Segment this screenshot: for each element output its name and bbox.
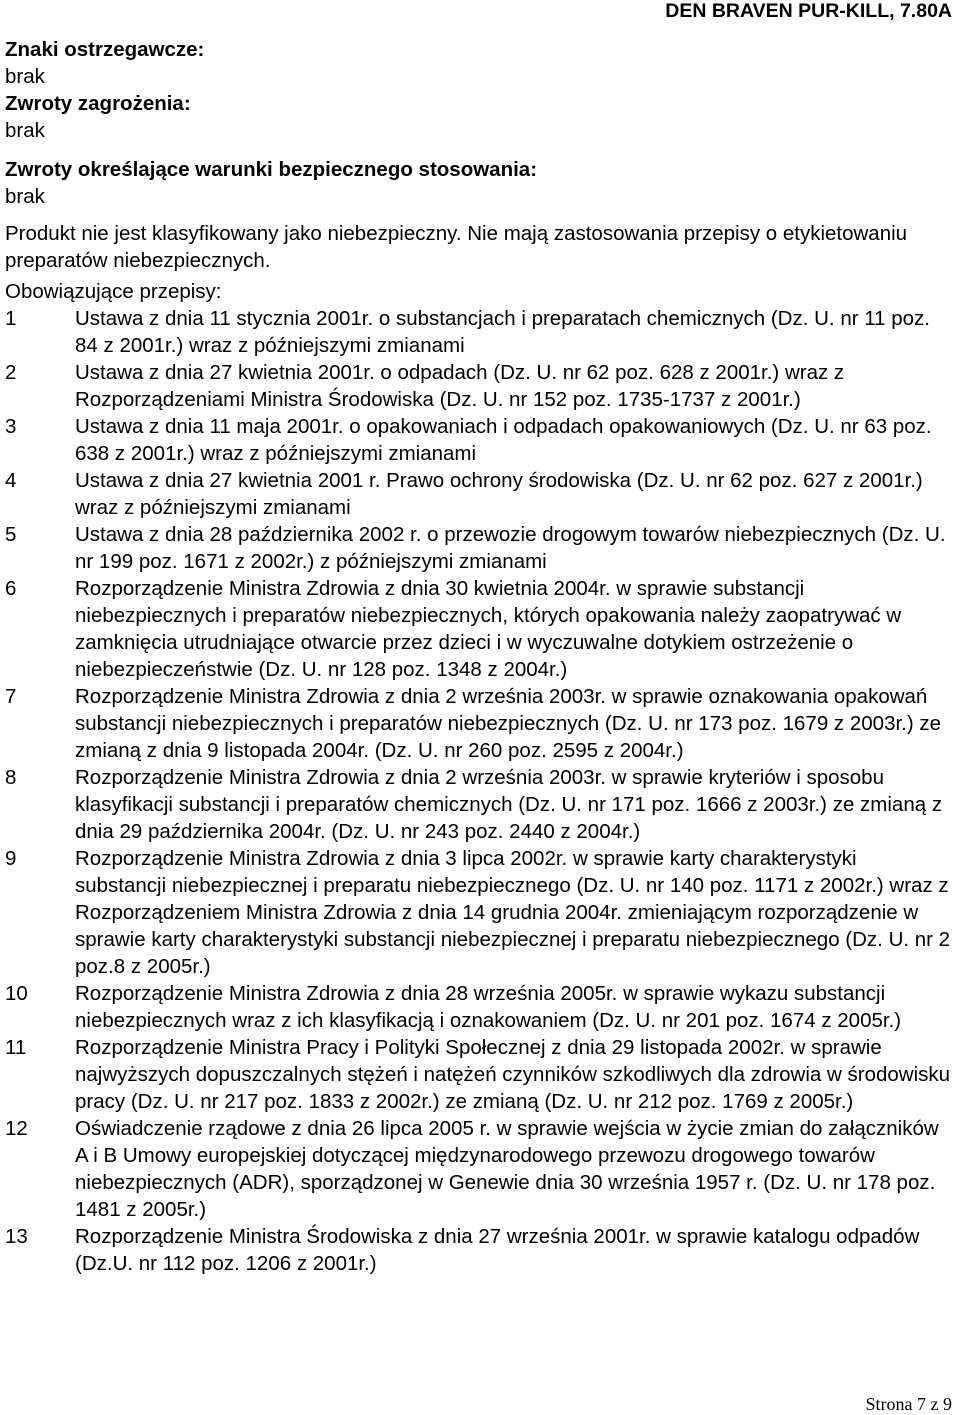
regulation-text: Ustawa z dnia 28 października 2002 r. o przewozie drogowym towarów niebezpiecznych (Dz. U. nr 199 poz. 1671 z 2002r.) z późniejszymi zmianami (75, 523, 946, 573)
regulation-number: 7 (5, 685, 17, 708)
regulation-item (5, 521, 955, 575)
regulation-text: Rozporządzenie Ministra Pracy i Polityki Społecznej z dnia 29 listopada 2002r. w sprawie najwyższych dopuszczalnych stężeń i natężeń czynników szkodliwych dla zdrowia w środowisku pracy (Dz. U. nr 217 poz. 1833 z 2002r.) ze zmianą (Dz. U. nr 212 poz. 1769 z 2005r.) (75, 1036, 951, 1113)
regulation-text: Rozporządzenie Ministra Zdrowia z dnia 30 kwietnia 2004r. w sprawie substancji niebezpiecznych i preparatów niebezpiecznych, których opakowania należy zaopatrywać w zamknięcia utrudniające otwarcie przez dzieci i w wyczuwalne dotykiem ostrzeżenie o niebezpieczeństwie (Dz. U. nr 128 poz. 1348 z 2004r.) (75, 577, 902, 681)
hazard-phrases-value: brak (5, 119, 45, 142)
regulation-text: Ustawa z dnia 11 maja 2001r. o opakowaniach i odpadach opakowaniowych (Dz. U. nr 63 poz. 638 z 2001r.) wraz z późniejszymi zmianami (75, 415, 932, 465)
warning-signs-value: brak (5, 65, 45, 88)
safety-phrases-value: brak (5, 185, 45, 208)
regulation-number: 11 (5, 1036, 27, 1059)
regulation-item (5, 1223, 955, 1277)
regulation-item (5, 1115, 955, 1223)
regulation-number: 6 (5, 577, 17, 600)
regulation-text: Ustawa z dnia 11 stycznia 2001r. o substancjach i preparatach chemicznych (Dz. U. nr 11 poz. 84 z 2001r.) wraz z późniejszymi zmianami (75, 307, 930, 357)
regulation-item (5, 683, 955, 764)
document-header-title: DEN BRAVEN PUR-KILL, 7.80A (665, 0, 952, 22)
regulation-text: Rozporządzenie Ministra Środowiska z dnia 27 września 2001r. w sprawie katalogu odpadów (Dz.U. nr 112 poz. 1206 z 2001r.) (75, 1225, 920, 1275)
regulation-text: Ustawa z dnia 27 kwietnia 2001 r. Prawo ochrony środowiska (Dz. U. nr 62 poz. 627 z 2001r.) wraz z późniejszymi zmianami (75, 469, 923, 519)
regulation-item (5, 980, 955, 1034)
warning-signs-label: Znaki ostrzegawcze: (5, 38, 205, 61)
regulation-item (5, 413, 955, 467)
regulations-heading: Obowiązujące przepisy: (5, 280, 222, 303)
regulation-item (5, 359, 955, 413)
regulation-number: 9 (5, 847, 17, 870)
regulation-number: 12 (5, 1117, 28, 1140)
regulation-item (5, 305, 955, 359)
regulation-text: Rozporządzenie Ministra Zdrowia z dnia 2 września 2003r. w sprawie kryteriów i sposobu klasyfikacji substancji i preparatów chemicznych (Dz. U. nr 171 poz. 1666 z 2003r.) ze zmianą z dnia 29 października 2004r. (Dz. U. nr 243 poz. 2440 z 2004r.) (75, 766, 943, 843)
regulation-item (5, 1034, 955, 1115)
regulation-number: 4 (5, 469, 17, 492)
regulation-item (5, 467, 955, 521)
regulation-number: 10 (5, 982, 28, 1005)
regulation-text: Rozporządzenie Ministra Zdrowia z dnia 28 września 2005r. w sprawie wykazu substancji niebezpiecznych wraz z ich klasyfikacją i oznakowaniem (Dz. U. nr 201 poz. 1674 z 2005r.) (75, 982, 902, 1032)
regulation-number: 2 (5, 361, 17, 384)
regulation-number: 5 (5, 523, 17, 546)
document-body (5, 36, 955, 1277)
regulation-text: Ustawa z dnia 27 kwietnia 2001r. o odpadach (Dz. U. nr 62 poz. 628 z 2001r.) wraz z Rozporządzeniami Ministra Środowiska (Dz. U. nr 152 poz. 1735-1737 z 2001r.) (75, 361, 845, 411)
regulation-text: Rozporządzenie Ministra Zdrowia z dnia 2 września 2003r. w sprawie oznakowania opakowań substancji niebezpiecznych i preparatów niebezpiecznych (Dz. U. nr 173 poz. 1679 z 2003r.) ze zmianą z dnia 9 listopada 2004r. (Dz. U. nr 260 poz. 2595 z 2004r.) (75, 685, 942, 762)
page-number: Strona 7 z 9 (865, 1394, 952, 1414)
regulation-number: 3 (5, 415, 17, 438)
regulation-number: 13 (5, 1225, 28, 1248)
regulation-number: 8 (5, 766, 17, 789)
safety-phrases-label: Zwroty określające warunki bezpiecznego stosowania: (5, 158, 538, 181)
classification-note: Produkt nie jest klasyfikowany jako niebezpieczny. Nie mają zastosowania przepisy o etykietowaniu preparatów niebezpiecznych. (5, 222, 908, 272)
hazard-phrases-label: Zwroty zagrożenia: (5, 92, 191, 115)
regulation-number: 1 (5, 307, 17, 330)
regulation-item (5, 845, 955, 980)
regulations-list (5, 305, 955, 1277)
regulation-text: Rozporządzenie Ministra Zdrowia z dnia 3 lipca 2002r. w sprawie karty charakterystyki substancji niebezpiecznej i preparatu niebezpiecznego (Dz. U. nr 140 poz. 1171 z 2002r.) wraz z Rozporządzeniem Ministra Zdrowia z dnia 14 grudnia 2004r. zmieniającym rozporządzenie w sprawie karty charakterystyki substancji niebezpiecznej i preparatu niebezpiecznego (Dz. U. nr 2 poz.8 z 2005r.) (75, 847, 951, 978)
regulation-text: Oświadczenie rządowe z dnia 26 lipca 2005 r. w sprawie wejścia w życie zmian do załączników A i B Umowy europejskiej dotyczącej międzynarodowego przewozu drogowego towarów niebezpiecznych (ADR), sporządzonej w Genewie dnia 30 września 1957 r. (Dz. U. nr 178 poz. 1481 z 2005r.) (75, 1117, 939, 1221)
regulation-item (5, 764, 955, 845)
regulation-item (5, 575, 955, 683)
